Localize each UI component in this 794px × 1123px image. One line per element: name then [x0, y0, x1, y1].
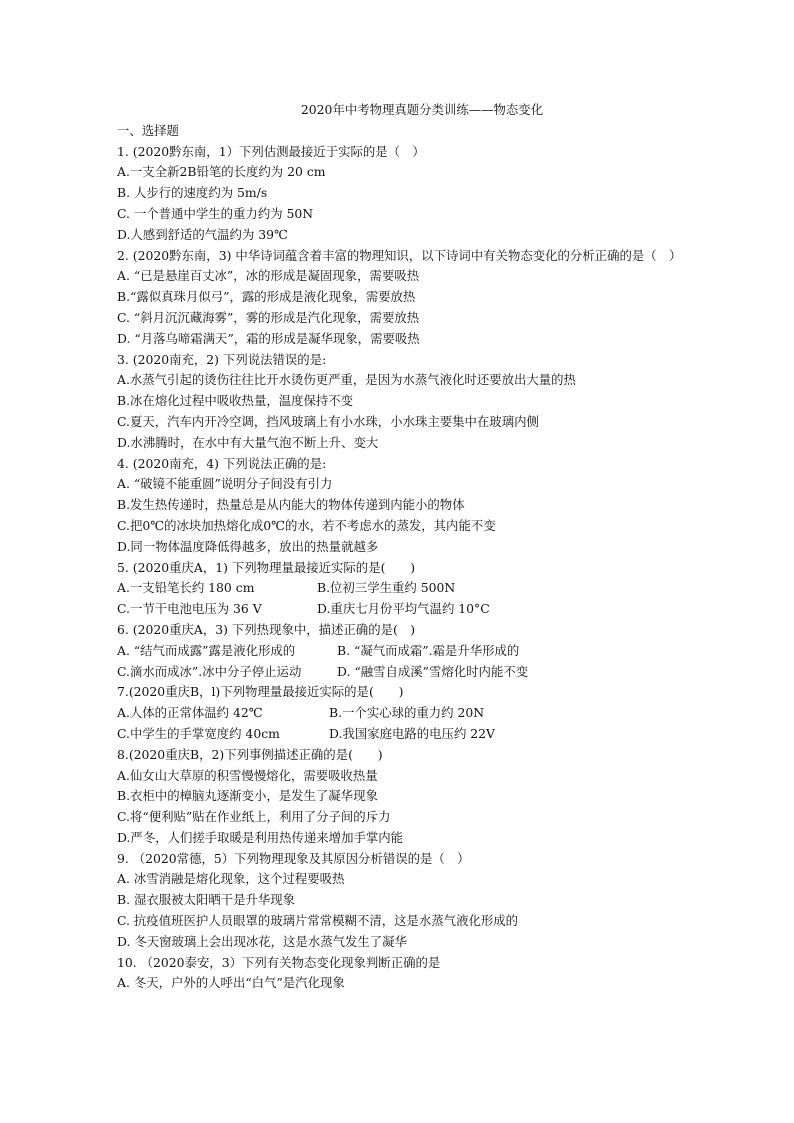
option-c: C.中学生的手掌宽度约 40cm	[117, 725, 280, 741]
option-c: C.滴水而成冰”.冰中分子停止运动	[117, 663, 302, 679]
question-6	[117, 620, 687, 682]
option-b: B. 湿衣服被太阳晒干是升华现象	[117, 892, 296, 908]
option-b: B.衣柜中的樟脑丸逐渐变小，是发生了凝华现象	[117, 788, 378, 804]
option-c: C. “斜月沉沉藏海雾”，雾的形成是汽化现象，需要放热	[117, 309, 420, 325]
option-d: D. “月落乌啼霜满天”，霜的形成是凝华现象，需要吸热	[117, 330, 420, 346]
option-a: A. “破镜不能重圆”说明分子间没有引力	[117, 476, 333, 492]
page-title: 2020年中考物理真题分类训练——物态变化	[300, 102, 544, 117]
section-heading: 一、选择题	[117, 122, 179, 138]
option-c: C.将“便利贴”贴在作业纸上，利用了分子间的斥力	[117, 809, 391, 825]
question-stem: 10. （2020泰安，3）下列有关物态变化现象判断正确的是	[117, 954, 441, 970]
option-d: D.人感到舒适的气温约为 39℃	[117, 226, 288, 242]
question-stem: 3. (2020南充，2) 下列说法错误的是:	[117, 351, 327, 367]
question-4	[117, 454, 687, 558]
option-c: C.一节干电池电压为 36 V	[117, 601, 262, 617]
question-7	[117, 682, 687, 744]
question-8	[117, 745, 687, 849]
option-b: B.冰在熔化过程中吸收热量，温度保持不变	[117, 393, 354, 409]
option-a: A. 冰雪消融是熔化现象，这个过程要吸热	[117, 871, 345, 887]
option-b: B. 人步行的速度约为 5m/s	[117, 185, 268, 201]
document-page	[117, 100, 687, 994]
option-b: B.发生热传递时，热量总是从内能大的物体传递到内能小的物体	[117, 497, 465, 513]
question-3	[117, 350, 687, 454]
options-row	[117, 599, 687, 620]
option-d: D. “融雪自成溪”雪熔化时内能不变	[337, 663, 529, 679]
option-c: C. 抗疫值班医护人员眼罩的玻璃片常常模糊不清，这是水蒸气液化形成的	[117, 913, 519, 929]
option-a: A.人体的正常体温约 42℃	[117, 705, 263, 721]
question-10	[117, 953, 687, 995]
option-d: D.重庆七月份平均气温约 10°C	[317, 601, 490, 617]
option-c: C.把0℃的冰块加热熔化成0℃的水，若不考虑水的蒸发，其内能不变	[117, 517, 496, 533]
option-d: D.同一物体温度降低得越多，放出的热量就越多	[117, 538, 379, 554]
question-5	[117, 558, 687, 620]
question-2	[117, 246, 687, 350]
option-a: A. 冬天，户外的人呼出“白气”是汽化现象	[117, 975, 345, 991]
option-a: A. “结气而成露”露是液化形成的	[117, 642, 296, 658]
question-stem: 4. (2020南充，4) 下列说法正确的是:	[117, 455, 327, 471]
option-d: D.严冬，人们搓手取暖是利用热传递来增加手掌内能	[117, 829, 404, 845]
option-b: B. “凝气而成霜”.霜是升华形成的	[337, 642, 520, 658]
question-9	[117, 849, 687, 953]
question-stem: 1. (2020黔东南，1）下列估测最接近于实际的是（ ）	[117, 143, 425, 159]
question-stem: 5. (2020重庆A，1) 下列物理量最接近实际的是( )	[117, 559, 416, 575]
question-stem: 7.(2020重庆B，l)下列物理量最接近实际的是( )	[117, 684, 404, 700]
option-a: A.仙女山大草原的积雪慢慢熔化，需要吸收热量	[117, 767, 378, 783]
option-d: D.水沸腾时，在水中有大量气泡不断上升、变大	[117, 434, 379, 450]
question-1	[117, 142, 687, 246]
question-stem: 8.(2020重庆B，2)下列事例描述正确的是( )	[117, 746, 383, 762]
options-row	[117, 724, 687, 745]
options-row	[117, 703, 687, 724]
options-row	[117, 578, 687, 599]
option-a: A.一支铅笔长约 180 cm	[117, 580, 255, 596]
option-d: D.我国家庭电路的电压约 22V	[329, 725, 495, 741]
question-stem: 2. (2020黔东南，3) 中华诗词蕴含着丰富的物理知识，以下诗词中有关物态变化的分析正确的是（ ）	[117, 247, 682, 263]
question-stem: 6. (2020重庆A，3) 下列热现象中，描述正确的是( )	[117, 621, 416, 637]
option-a: A.水蒸气引起的烫伤往往比开水烫伤更严重，是因为水蒸气液化时还要放出大量的热	[117, 372, 576, 388]
option-a: A.一支全新2B铅笔的长度约为 20 cm	[117, 164, 326, 180]
options-row	[117, 641, 687, 662]
option-d: D. 冬天窗玻璃上会出现冰花，这是水蒸气发生了凝华	[117, 933, 407, 949]
option-a: A. “已是悬崖百丈冰”，冰的形成是凝固现象，需要吸热	[117, 268, 420, 284]
option-c: C.夏天，汽车内开冷空调，挡风玻璃上有小水珠，小水珠主要集中在玻璃内侧	[117, 413, 539, 429]
options-row	[117, 662, 687, 683]
question-stem: 9. （2020常德，5）下列物理现象及其原因分析错误的是（ ）	[117, 850, 470, 866]
option-b: B.位初三学生重约 500N	[317, 580, 456, 596]
option-b: B.一个实心球的重力约 20N	[329, 705, 485, 721]
option-c: C. 一个普通中学生的重力约为 50N	[117, 205, 314, 221]
option-b: B.“露似真珠月似弓”，露的形成是液化现象，需要放热	[117, 289, 416, 305]
